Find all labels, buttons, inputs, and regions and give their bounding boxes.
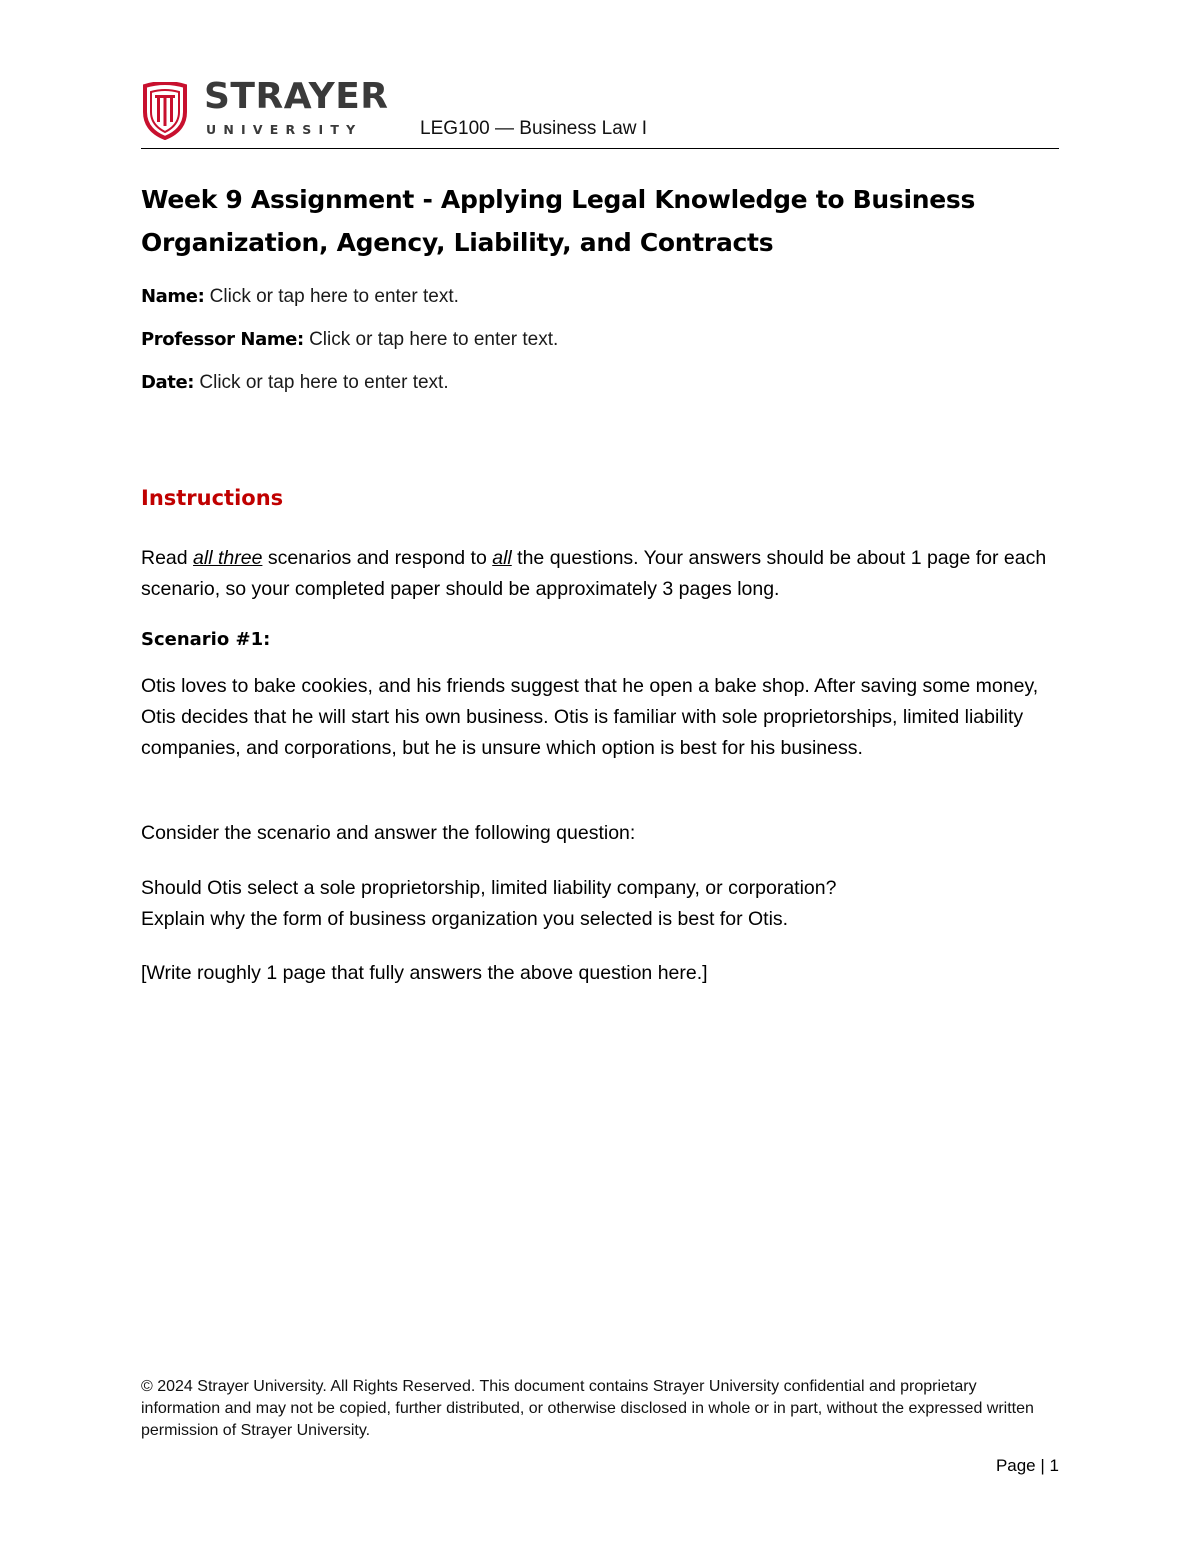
logo-subtitle: UNIVERSITY bbox=[206, 122, 363, 137]
question-line-2: Explain why the form of business organization you selected is best for Otis. bbox=[141, 908, 789, 930]
title-line-1: Week 9 Assignment - Applying Legal Knowledge to Business bbox=[141, 185, 976, 214]
date-field bbox=[141, 372, 449, 394]
logo-wordmark: STRAYER bbox=[204, 76, 389, 117]
instructions-heading: Instructions bbox=[141, 486, 284, 510]
course-title: LEG100 — Business Law I bbox=[420, 118, 648, 139]
copyright-notice: © 2024 Strayer University. All Rights Reserved. This document contains Strayer University confidential and proprietary information and may not be copied, further distributed, or otherwise disclosed in whole or in part, without the expressed written permission of Strayer University. bbox=[141, 1378, 1034, 1439]
scenario-1-question bbox=[141, 873, 1059, 935]
assignment-title bbox=[141, 178, 1001, 264]
professor-input[interactable]: Click or tap here to enter text. bbox=[309, 329, 559, 350]
instructions-paragraph: Read all three scenarios and respond to all the questions. Your answers should be about 1 page for each scenario, so your completed paper should be approximately 3 pages long. bbox=[141, 547, 1047, 600]
scenario-1-body: Otis loves to bake cookies, and his friends suggest that he open a bake shop. After saving some money, Otis decides that he will start his own business. Otis is familiar with sole proprietorships, limited liability companies, and corporations, but he is unsure which option is best for his business. bbox=[141, 675, 1039, 759]
page-label: Page bbox=[995, 1456, 1036, 1475]
answer-prompt[interactable]: [Write roughly 1 page that fully answers the above question here.] bbox=[141, 962, 708, 984]
emphasis-all-three: all three bbox=[193, 547, 263, 569]
date-label: Date: bbox=[141, 372, 195, 393]
page-number-value: 1 bbox=[1049, 1456, 1059, 1475]
strayer-logo bbox=[141, 76, 406, 140]
shield-icon bbox=[141, 82, 189, 140]
professor-label: Professor Name: bbox=[141, 329, 304, 350]
professor-field bbox=[141, 329, 558, 351]
name-label: Name: bbox=[141, 286, 205, 307]
page-number bbox=[996, 1456, 1059, 1476]
page-separator: | bbox=[1040, 1456, 1045, 1475]
scenario-1-heading: Scenario #1: bbox=[141, 629, 271, 650]
name-input[interactable]: Click or tap here to enter text. bbox=[209, 286, 459, 307]
name-field bbox=[141, 286, 459, 308]
date-input[interactable]: Click or tap here to enter text. bbox=[199, 372, 449, 393]
title-line-2: Organization, Agency, Liability, and Contracts bbox=[141, 228, 774, 257]
emphasis-all: all bbox=[492, 547, 512, 569]
scenario-1-consider: Consider the scenario and answer the following question: bbox=[141, 822, 636, 844]
document-header bbox=[141, 76, 1059, 149]
question-line-1: Should Otis select a sole proprietorship, limited liability company, or corporation? bbox=[141, 877, 837, 899]
